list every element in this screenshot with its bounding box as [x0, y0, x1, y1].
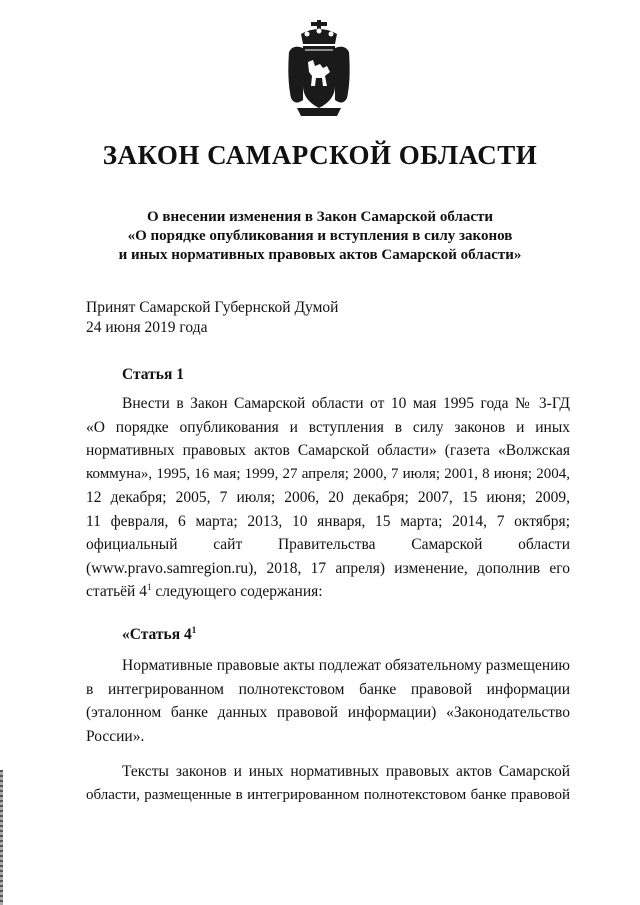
scan-edge-artifact	[0, 770, 3, 905]
superscript: 1	[191, 624, 197, 635]
article-4-1-paragraph-2	[86, 760, 570, 807]
text-line	[86, 580, 570, 604]
text-line: Нормативные правовые акты подлежат обязательному размещению	[122, 657, 570, 674]
subtitle-line: «О порядке опубликования и вступления в силу законов	[127, 228, 513, 244]
law-title: ЗАКОН САМАРСКОЙ ОБЛАСТИ	[102, 140, 538, 170]
text-line: в интегрированном полнотекстовом банке правовой информации	[86, 680, 570, 698]
text-line: (www.pravo.samregion.ru), 2018, 17 апреля) изменение, дополнив его	[86, 559, 570, 577]
text-line: коммуна», 1995, 16 мая; 1999, 27 апреля; 2000, 7 июля; 2001, 8 июня; 2004,	[86, 465, 570, 482]
text-line: 12 декабря; 2005, 7 июля; 2006, 20 декабря; 2007, 15 июня; 2009,	[86, 489, 570, 506]
text-line: Внести в Закон Самарской области от 10 мая 1995 года № 3-ГД	[122, 395, 570, 412]
text-line: области, размещенные в интегрированном полнотекстовом банке правовой	[86, 786, 570, 803]
article-1-heading: Статья 1	[122, 366, 184, 383]
text-line: (эталонном банке данных правовой информации) «Законодательство	[86, 704, 570, 721]
text-line: России».	[86, 727, 145, 745]
text-line: 11 февраля, 6 марта; 2013, 10 января, 15 марта; 2014, 7 октября;	[86, 512, 570, 530]
text-line: нормативных правовых актов Самарской области» (газета «Волжская	[86, 442, 570, 459]
adoption-info	[86, 298, 338, 338]
text-line: официальный сайт Правительства Самарской области	[86, 536, 570, 553]
article-4-1-heading	[122, 626, 196, 644]
text-line: Тексты законов и иных нормативных правовых актов Самарской	[122, 763, 570, 780]
article-4-1-paragraph-1	[86, 654, 570, 748]
article-1-text	[86, 392, 570, 604]
coat-of-arms-emblem	[287, 20, 351, 120]
adoption-date: 24 июня 2019 года	[86, 319, 208, 336]
text-line: «О порядке опубликования и вступления в силу законов и иных	[86, 418, 570, 436]
superscript: 1	[146, 581, 152, 592]
subtitle-line: и иных нормативных правовых актов Самарской области»	[118, 247, 522, 263]
law-subtitle	[0, 208, 640, 265]
text-fragment: следующего содержания:	[151, 583, 323, 600]
adoption-body: Принят Самарской Губернской Думой	[86, 299, 339, 316]
heading-text: «Статья 4	[122, 626, 192, 643]
subtitle-line: О внесении изменения в Закон Самарской области	[146, 209, 494, 225]
text-fragment: статьёй 4	[86, 583, 147, 600]
